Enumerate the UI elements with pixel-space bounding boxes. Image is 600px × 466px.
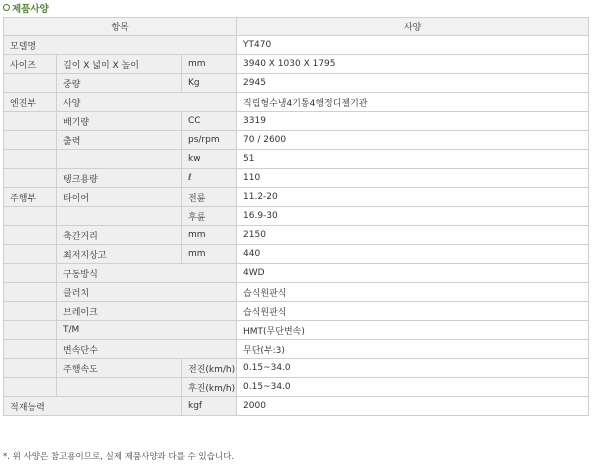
empty-cell	[4, 340, 57, 359]
engine-type-label: 사양	[57, 93, 237, 112]
header-spec: 사양	[237, 18, 589, 36]
table-row	[4, 397, 589, 416]
spec-table	[3, 17, 589, 416]
empty-cell	[57, 207, 182, 226]
empty-cell	[4, 207, 57, 226]
empty-cell	[4, 150, 57, 169]
empty-cell	[4, 74, 57, 93]
empty-cell	[4, 245, 57, 264]
empty-cell	[4, 321, 57, 340]
speed-forward-unit: 전진(km/h)	[182, 359, 237, 378]
footnote: *. 위 사양은 참고용이므로, 실제 제품사양과 다를 수 있습니다.	[3, 452, 235, 462]
table-row	[4, 112, 589, 131]
empty-cell	[4, 264, 57, 283]
size-label: 길이 X 넓이 X 높이	[57, 55, 182, 74]
drive-type-label: 구동방식	[57, 264, 237, 283]
table-row	[4, 55, 589, 74]
empty-cell	[4, 131, 57, 150]
table-row	[4, 93, 589, 112]
tm-value: HMT(무단변속)	[237, 321, 589, 340]
model-value: YT470	[237, 36, 589, 55]
table-row	[4, 359, 589, 378]
tire-front-value: 11.2-20	[237, 188, 589, 207]
tire-front-unit: 전륜	[182, 188, 237, 207]
wheelbase-value: 2150	[237, 226, 589, 245]
load-unit: kgf	[182, 397, 237, 416]
output-kw-value: 51	[237, 150, 589, 169]
table-row	[4, 226, 589, 245]
drive-type-value: 4WD	[237, 264, 589, 283]
speed-reverse-unit: 후진(km/h)	[182, 378, 237, 397]
table-header-row	[4, 18, 589, 36]
weight-unit: Kg	[182, 74, 237, 93]
tm-label: T/M	[57, 321, 237, 340]
weight-value: 2945	[237, 74, 589, 93]
load-label: 적재능력	[4, 397, 182, 416]
table-row	[4, 188, 589, 207]
speed-reverse-value: 0.15~34.0	[237, 378, 589, 397]
engine-group: 엔진부	[4, 93, 57, 112]
table-row	[4, 321, 589, 340]
empty-cell	[57, 150, 182, 169]
speed-forward-value: 0.15~34.0	[237, 359, 589, 378]
tire-rear-value: 16.9-30	[237, 207, 589, 226]
clutch-value: 습식원판식	[237, 283, 589, 302]
engine-type-value: 직립형수냉4기통4행정디젤기관	[237, 93, 589, 112]
section-title	[3, 3, 49, 17]
table-row	[4, 74, 589, 93]
shift-label: 변속단수	[57, 340, 237, 359]
empty-cell	[4, 112, 57, 131]
load-value: 2000	[237, 397, 589, 416]
empty-cell	[4, 169, 57, 188]
table-row	[4, 264, 589, 283]
tank-unit: ℓ	[182, 169, 237, 188]
empty-cell	[4, 283, 57, 302]
size-group: 사이즈	[4, 55, 57, 74]
table-row	[4, 245, 589, 264]
table-row	[4, 283, 589, 302]
header-item: 항목	[4, 18, 237, 36]
output-ps-value: 70 / 2600	[237, 131, 589, 150]
shift-value: 무단(부:3)	[237, 340, 589, 359]
clutch-label: 클러치	[57, 283, 237, 302]
speed-label: 주행속도	[57, 359, 182, 378]
table-row	[4, 169, 589, 188]
circle-bullet-icon	[3, 4, 10, 11]
model-label: 모델명	[4, 36, 237, 55]
table-row	[4, 207, 589, 226]
tire-rear-unit: 후륜	[182, 207, 237, 226]
wheelbase-label: 축간거리	[57, 226, 182, 245]
output-kw-unit: kw	[182, 150, 237, 169]
empty-cell	[4, 359, 57, 378]
table-row	[4, 302, 589, 321]
table-row	[4, 36, 589, 55]
ground-clearance-label: 최저지상고	[57, 245, 182, 264]
table-row	[4, 340, 589, 359]
brake-label: 브레이크	[57, 302, 237, 321]
ground-clearance-unit: mm	[182, 245, 237, 264]
displacement-value: 3319	[237, 112, 589, 131]
empty-cell	[4, 378, 57, 397]
empty-cell	[4, 226, 57, 245]
drive-group: 주행부	[4, 188, 57, 207]
output-label: 출력	[57, 131, 182, 150]
ground-clearance-value: 440	[237, 245, 589, 264]
tank-label: 탱크용량	[57, 169, 182, 188]
tank-value: 110	[237, 169, 589, 188]
table-row	[4, 378, 589, 397]
size-unit: mm	[182, 55, 237, 74]
table-row	[4, 131, 589, 150]
brake-value: 습식원판식	[237, 302, 589, 321]
section-title-text: 제품사양	[12, 4, 49, 15]
wheelbase-unit: mm	[182, 226, 237, 245]
displacement-unit: CC	[182, 112, 237, 131]
empty-cell	[4, 302, 57, 321]
displacement-label: 배기량	[57, 112, 182, 131]
output-ps-unit: ps/rpm	[182, 131, 237, 150]
size-value: 3940 X 1030 X 1795	[237, 55, 589, 74]
tire-label: 타이어	[57, 188, 182, 207]
table-row	[4, 150, 589, 169]
weight-label: 중량	[57, 74, 182, 93]
empty-cell	[57, 378, 182, 397]
